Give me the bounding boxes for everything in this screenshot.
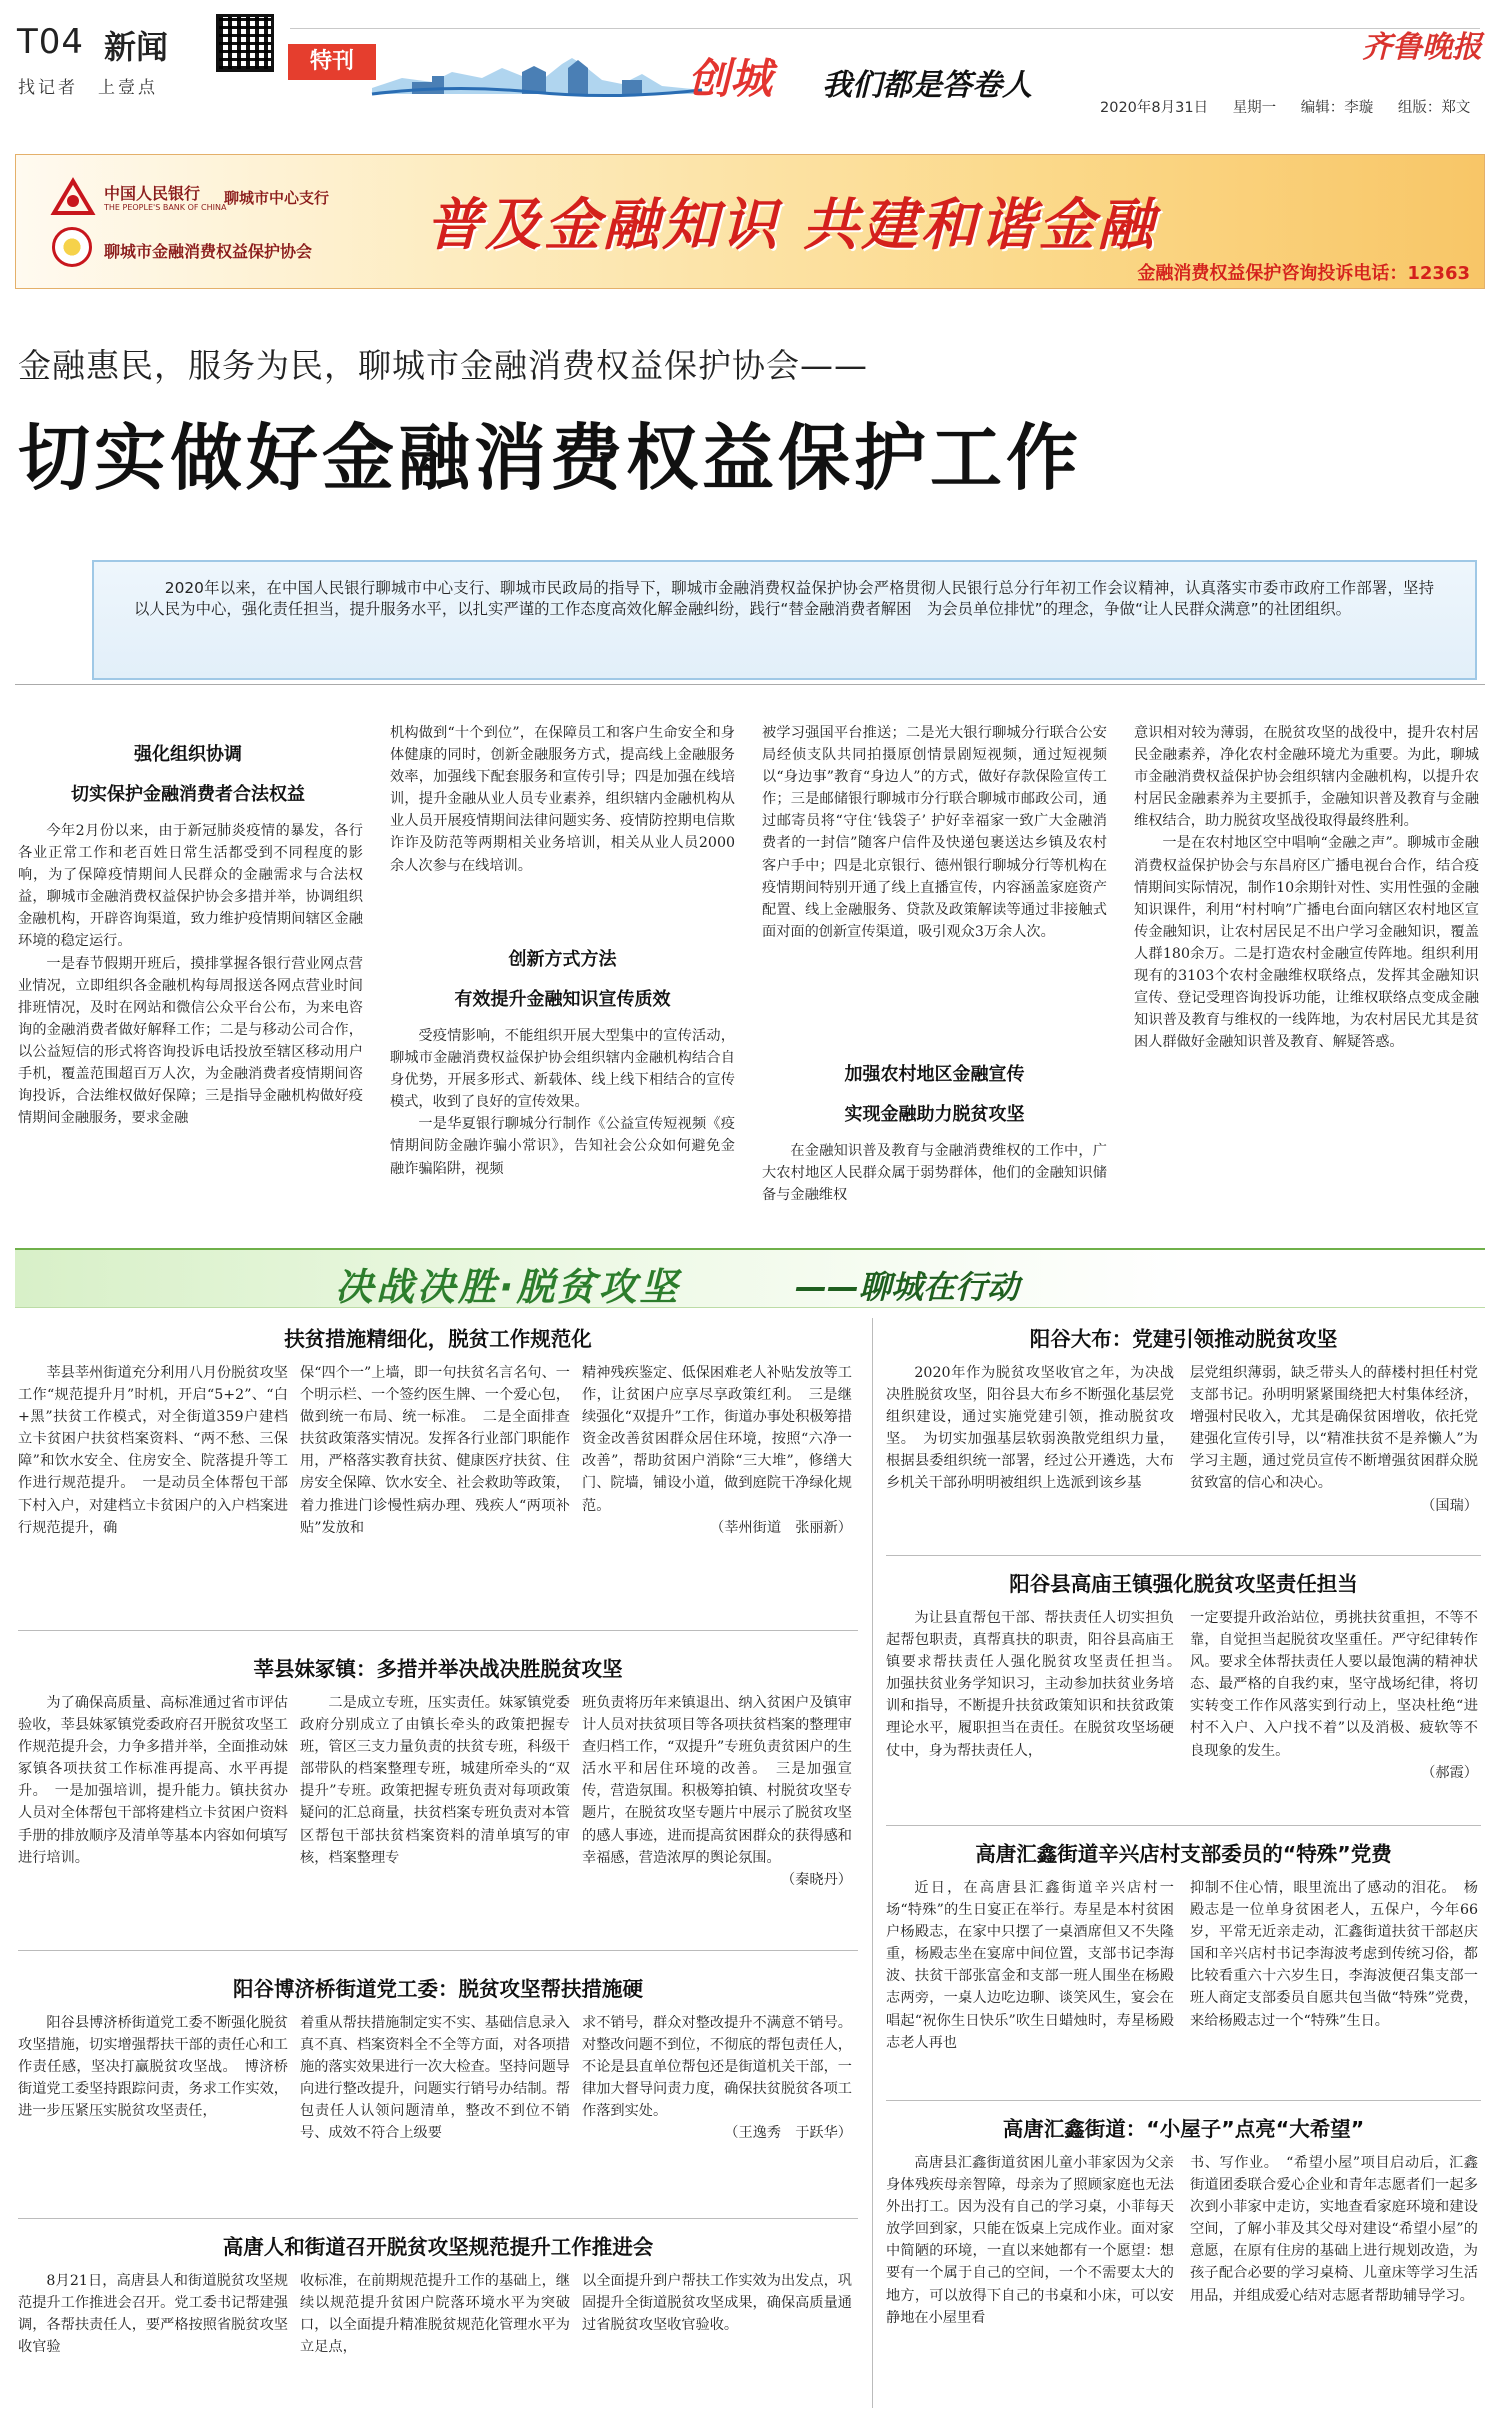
story-column [886,1877,1174,2092]
divider [18,2218,858,2219]
paper-name: 齐鲁晚报 [1362,30,1482,65]
story-column [300,1362,570,1622]
association-logo-icon [52,227,92,267]
byline: （郝霞） [1421,1764,1478,1781]
divider [886,1555,1481,1556]
story-column [886,1362,1174,1547]
para: 抑制不住心情，眼里流出了感动的泪花。 杨殿志是一位单身贫困老人，五保户，今年66岁，平常无近亲走动，汇鑫街道扶贫干部赵庆国和辛兴店村书记李海波考虑到传统习俗，都比较看重六十六岁生日，李海波便召集支部一班人商定支部委员自愿共包当做“特殊”党费，来给杨殿志过一个“特殊”生日。 [1190,1880,1478,2029]
para: 高唐县汇鑫街道贫困儿童小菲家因为父亲身体残疾母亲智障，母亲为了照顾家庭也无法外出打工。因为没有自己的学习桌，小菲每天放学回到家，只能在饭桌上完成作业。面对家中简陋的环境，一直以来她都有一个愿望：想要有一个属于自己的空间，一个不需要太大的地方，可以放得下自己的书桌和小床，可以安静地在小屋里看 [886,2155,1174,2326]
story-column [582,1362,852,1622]
para: 一定要提升政治站位，勇挑扶贫重担，不等不靠，自觉担当起脱贫攻坚重任。严守纪律转作风。要求全体帮扶责任人要以最饱满的精神状态、最严格的自我约束，坚守战场纪律，将切实转变工作作风落实到行动上，坚决杜绝“进村不入户、入户找不着”以及消极、疲软等不良现象的发生。 [1190,1610,1478,1759]
story-column [18,1692,288,1942]
story-column [18,1362,288,1622]
subhead-2b: 有效提升金融知识宣传质效 [454,989,671,1010]
para: 今年2月份以来，由于新冠肺炎疫情的暴发，各行各业正常工作和老百姓日常生活都受到不同程度的影响，为了保障疫情期间人民群众的金融需求与合法权益，聊城市金融消费权益保护协会多措并举，协调组织金融机构，开辟咨询渠道，致力维护疫情期间辖区金融环境的稳定运行。 [18,823,363,950]
story-title: 阳谷大布：党建引领推动脱贫攻坚 [1029,1327,1338,1351]
para: 一是华夏银行聊城分行制作《公益宣传短视频《疫情期间防金融诈骗小常识》，告知社会公众如何避免金融诈骗陷阱，视频 [390,1116,735,1177]
para: 为让县直帮包干部、帮扶责任人切实担负起帮包职责，真帮真扶的职责，阳谷县高庙王镇要求帮扶责任人强化脱贫攻坚责任担当。 加强扶贫业务学知识习，主动参加扶贫业务培训和指导，不断提升扶贫政策知识和扶贫政策理论水平，履职担当在责任。在脱贫攻坚场硬仗中，身为帮扶责任人， [886,1610,1189,1759]
divider [18,1950,858,1951]
subhead-1a: 强化组织协调 [134,744,242,765]
article-headline: 切实做好金融消费权益保护工作 [18,416,1083,500]
city-skyline-illustration [372,54,702,96]
para: 受疫情影响，不能组织开展大型集中的宣传活动，聊城市金融消费权益保护协会组织辖内金融机构结合自身优势，开展多形式、新载体、线上线下相结合的宣传模式，收到了良好的宣传效果。 [390,1028,735,1111]
para: 以全面提升到户帮扶工作实效为出发点，巩固提升全街道脱贫攻坚成果，确保高质量通过省脱贫攻坚收官验收。 [582,2273,852,2334]
para: 精神残疾鉴定、低保困难老人补贴发放等工作，让贫困户应享尽享政策红利。 三是继续强化“双提升”工作，街道办事处积极筹措资金改善贫困群众居住环境，按照“六净一改善”，帮助贫困户消除“三大堆”，修缮大门、院墙，铺设小道，做到庭院干净绿化规范。 [582,1365,852,1514]
article-kicker: 金融惠民，服务为民，聊城市金融消费权益保护协会—— [18,346,868,385]
header-rule [290,28,1480,29]
editor: 编辑：李璇 [1300,100,1374,116]
para: 求不销号，群众对整改提升不满意不销号。对整改问题不到位，不彻底的帮包责任人，不论是县直单位帮包还是街道机关干部，一律加大督导问责力度，确保扶贫脱贫各项工作落到实处。 [582,2015,852,2120]
banner-slogan: 普及金融知识 共建和谐金融 [426,193,1157,258]
page-header [0,0,1500,116]
story-column [582,2012,852,2212]
article-column-1 [18,820,363,1260]
para: 被学习强国平台推送；二是光大银行聊城分行联合公安局经侦支队共同拍摄原创情景剧短视频，通过短视频以“身边事”教育“身边人”的方式，做好存款保险宣传工作；三是邮储银行聊城市分行联合聊城市邮政公司，通过邮寄员将“守住‘钱袋子’ 护好幸福家一致广大金融消费者的一封信”随客户信件及快递包裹送达乡镇及农村客户手中；四是北京银行、德州银行聊城分行等机构在疫情期间特别开通了线上直播宣传，内容涵盖家庭资产配置、线上金融服务、贷款及政策解读等通过非接触式面对面的创新宣传渠道，吸引观众3万余人次。 [762,725,1107,940]
story-column [886,2152,1174,2407]
lead-divider [15,684,1485,685]
para: 班负责将历年来镇退出、纳入贫困户及镇审计人员对扶贫项目等各项扶贫档案的整理审查归档工作，“双提升”专班负责贫困户的生活水平和居住环境的改善。 三是加强宣传，营造氛围。积极筹拍镇、村脱贫攻坚专题片，在脱贫攻坚专题片中展示了脱贫攻坚的感人事迹，进而提高贫困群众的获得感和幸福感，营造浓厚的舆论氛围。 [582,1695,852,1866]
para: 阳谷县博济桥街道党工委不断强化脱贫攻坚措施，切实增强帮扶干部的责任心和工作责任感，坚决打赢脱贫攻坚战。 博济桥街道党工委坚持跟踪问责，务求工作实效，进一步压紧压实脱贫攻坚责任， [18,2015,288,2120]
story-title: 阳谷县高庙王镇强化脱贫攻坚责任担当 [1009,1572,1358,1596]
para: 二是成立专班，压实责任。妹冢镇党委政府分别成立了由镇长牵头的政策把握专班，管区三支力量负责的扶贫专班，科级干部带队的档案整理专班，城建所牵头的“双提升”专班。政策把握专班负责对每项政策疑问的汇总商量，扶贫档案专班负责对本管区帮包干部扶贫档案资料的清单填写的审核，档案整理专 [300,1695,570,1866]
para: 保“四个一”上墙，即一句扶贫名言名句、一个明示栏、一个签约医生牌、一个爱心包，做到统一布局、统一标准。 二是全面排查扶贫政策落实情况。发挥各行业部门职能作用，严格落实教育扶贫、健康医疗扶贫、住房安全保障、饮水安全、社会救助等政策，着力推进门诊慢性病办理、残疾人“两项补贴”发放和 [300,1365,570,1536]
story-title: 阳谷博济桥街道党工委：脱贫攻坚帮扶措施硬 [233,1977,643,2001]
byline: （秦晓丹） [781,1871,852,1888]
article-lead-box [92,560,1477,680]
divider [886,2100,1481,2101]
slogan-black: 我们都是答卷人 [822,68,1032,103]
para: 收标准，在前期规范提升工作的基础上，继续以规范提升贫困户院落环境水平为突破口，以全面提升精准脱贫规范化管理水平为立足点， [300,2273,570,2356]
org1-en: THE PEOPLE'S BANK OF CHINA [104,203,227,212]
story-column [1190,2152,1478,2407]
issue-date: 2020年8月31日 [1100,100,1209,116]
poverty-banner-title: 决战决胜·脱贫攻坚 [335,1265,681,1309]
para: 近日，在高唐县汇鑫街道辛兴店村一场“特殊”的生日宴正在举行。寿星是本村贫困户杨殿志，在家中只摆了一桌酒席但又不失隆重，杨殿志坐在宴席中间位置，支部书记李海波、扶贫干部张富金和支部一班人围坐在杨殿志两旁，一桌人边吃边聊、谈笑风生，宴会在唱起“祝你生日快乐”吹生日蜡烛时，寿星杨殿志老人再也 [886,1880,1174,2051]
byline: （国瑞） [1421,1497,1478,1514]
subhead-3b: 实现金融助力脱贫攻坚 [844,1104,1025,1125]
divider [886,1825,1481,1826]
story-column [18,2270,288,2405]
subhead-1b: 切实保护金融消费者合法权益 [71,784,305,805]
story-column [18,2012,288,2212]
story-column [886,1607,1189,1817]
article-column-3 [762,722,1107,1052]
subhead-3a: 加强农村地区金融宣传 [844,1064,1025,1085]
para: 一是在农村地区空中唱响“金融之声”。聊城市金融消费权益保护协会与东昌府区广播电视台合作，结合疫情期间实际情况，制作10余期针对性、实用性强的金融知识课件，利用“村村响”广播电台面向辖区农村地区宣传金融知识，让农村居民足不出户学习金融知识，覆盖人群180余万。二是打造农村金融宣传阵地。组织利用现有的3103个农村金融维权联络点，发挥其金融知识宣传、登记受理咨询投诉功能，让维权联络点变成金融知识普及教育与维权的一线阵地，为农村居民尤其是贫困人群做好金融知识普及教育、解疑答惑。 [1134,835,1479,1051]
story-column [1190,1877,1478,2092]
pboc-logo-icon [52,179,94,215]
para: 8月21日，高唐县人和街道脱贫攻坚规范提升工作推进会召开。党工委书记帮建强调，各帮扶责任人，要严格按照省脱贫攻坚收官验 [18,2273,288,2356]
byline: （莘州街道 张丽新） [710,1519,852,1536]
column-rule [872,1318,873,2408]
byline: （王逸秀 于跃华） [724,2125,852,2142]
promo-banner [15,154,1485,289]
article-lead: 2020年以来，在中国人民银行聊城市中心支行、聊城市民政局的指导下，聊城市金融消费权益保护协会严格贯彻人民银行总分行年初工作会议精神，认真落实市委市政府工作部署，坚持以人民为中心，强化责任担当，提升服务水平，以扎实严谨的工作态度高效化解金融纠纷，践行“替金融消费者解困 为会员单位排忧”的理念，争做“让人民群众满意”的社团组织。 [134,579,1434,618]
reporter-line: 找记者 上壹点 [18,78,158,98]
story-column [582,2270,852,2405]
article-column-2b [390,1025,735,1260]
story-title: 扶贫措施精细化，脱贫工作规范化 [284,1327,592,1351]
poverty-banner [15,1248,1485,1308]
article-column-2 [390,722,735,932]
poverty-banner-sub: ——聊城在行动 [795,1268,1020,1306]
para: 意识相对较为薄弱，在脱贫攻坚的战役中，提升农村居民金融素养，净化农村金融环境尤为重要。为此，聊城市金融消费权益保护协会组织辖内金融机构，以提升农村居民金融素养为主要抓手，金融知识普及教育与金融维权结合，助力脱贫攻坚战役取得最终胜利。 [1134,725,1479,830]
section-name: 新闻 [104,28,169,66]
story-column [1190,1607,1478,1817]
subhead-2a: 创新方式方法 [508,949,617,970]
para: 书、写作业。 “希望小屋”项目启动后，汇鑫街道团委联合爱心企业和青年志愿者们一起多次到小菲家中走访，实地查看家庭环境和建设空间，了解小菲及其父母对建设“希望小屋”的意愿，在原有住房的基础上进行规划改造，为孩子配合必要的学习桌椅、儿童床等学习生活用品，并组成爱心结对志愿者帮助辅导学习。 [1190,2155,1478,2304]
para: 着重从帮扶措施制定实不实、基础信息录入真不真、档案资料全不全等方面，对各项措施的落实效果进行一次大检查。坚持问题导向进行整改提升，问题实行销号办结制。帮包责任人认领问题清单，整改不到位不销号、成效不符合上级要 [300,2015,570,2142]
para: 一是春节假期开班后，摸排掌握各银行营业网点营业情况，立即组织各金融机构每周报送各网点营业时间排班情况，及时在网站和微信公众平台公布，为来电咨询的金融消费者做好解释工作；二是与移动公司合作，以公益短信的形式将咨询投诉电话投放至辖区移动用户手机，覆盖范围超百万人次，为金融消费者疫情期间咨询投诉，合法维权做好保障；三是指导金融机构做好疫情期间金融服务，要求金融 [18,955,363,1127]
para: 为了确保高质量、高标准通过省市评估验收，莘县妹冢镇党委政府召开脱贫攻坚工作规范提升会，力争多措并举，全面推动妹冢镇各项扶贫工作标准再提高、水平再提升。 一是加强培训，提升能力。镇扶贫办人员对全体帮包干部将建档立卡贫困户资料手册的排放顺序及清单等基本内容如何填写进行培训。 [18,1695,288,1866]
qr-code-icon [216,14,274,72]
org1-branch: 聊城市中心支行 [224,189,330,207]
para: 莘县莘州街道充分利用八月份脱贫攻坚工作“规范提升月”时机，开启“5+2”、“白+黑”扶贫工作模式，对全街道359户建档立卡贫困户扶贫档案资料、“两不愁、三保障”和饮水安全、住房安全、院落提升等工作进行规范提升。 一是动员全体帮包干部下村入户，对建档立卡贫困户的入户档案进行规范提升，确 [18,1365,288,1536]
story-title: 高唐汇鑫街道辛兴店村支部委员的“特殊”党费 [975,1842,1392,1866]
org2: 聊城市金融消费权益保护协会 [104,242,313,261]
story-title: 莘县妹冢镇：多措并举决战决胜脱贫攻坚 [253,1657,623,1681]
issue-weekday: 星期一 [1232,100,1277,116]
divider [18,1630,858,1631]
story-column [582,1692,852,1942]
page-number: T04 [17,22,85,62]
story-title: 高唐汇鑫街道：“小屋子”点亮“大希望” [1002,2117,1365,2141]
slogan-red: 创城 [688,54,773,103]
story-column [300,2270,570,2405]
para: 在金融知识普及教育与金融消费维权的工作中，广大农村地区人民群众属于弱势群体，他们的金融知识储备与金融维权 [762,1143,1107,1204]
story-column [300,2012,570,2212]
story-column [300,1692,570,1942]
org1-cn: 中国人民银行 [104,184,201,203]
hotline: 金融消费权益保护咨询投诉电话：12363 [1137,263,1470,284]
layout-editor: 组版：郑文 [1397,100,1471,116]
article-column-4 [1134,722,1479,1262]
para: 层党组织薄弱，缺乏带头人的薛楼村担任村党支部书记。孙明明紧紧围绕把大村集体经济，增强村民收入，尤其是确保贫困增收，依托党建强化宣传引导，以“精准扶贫不是养懒人”为学习主题，通过党员宣传不断增强贫困群众脱贫致富的信心和决心。 [1190,1365,1478,1492]
issue-info [1100,96,1470,117]
story-title: 高唐人和街道召开脱贫攻坚规范提升工作推进会 [222,2235,654,2259]
story-column [1190,1362,1478,1547]
para: 机构做到“十个到位”，在保障员工和客户生命安全和身体健康的同时，创新金融服务方式，提高线上金融服务效率，加强线下配套服务和宣传引导；四是加强在线培训，提升金融从业人员专业素养，组织辖内金融机构从业人员开展疫情期间法律问题实务、疫情防控期电信欺诈诈及防范等两期相关业务培训，相关从业人员2000余人次参与在线培训。 [390,725,735,874]
special-tag: 特刊 [288,44,376,80]
para: 2020年作为脱贫攻坚收官之年，为决战决胜脱贫攻坚，阳谷县大布乡不断强化基层党组织建设，通过实施党建引领，推动脱贫攻坚。 为切实加强基层软弱涣散党组织力量，根据县委组织统一部署，经过公开遴选，大布乡机关干部孙明明被组织上选派到该乡基 [886,1365,1174,1492]
article-column-3b [762,1140,1107,1260]
